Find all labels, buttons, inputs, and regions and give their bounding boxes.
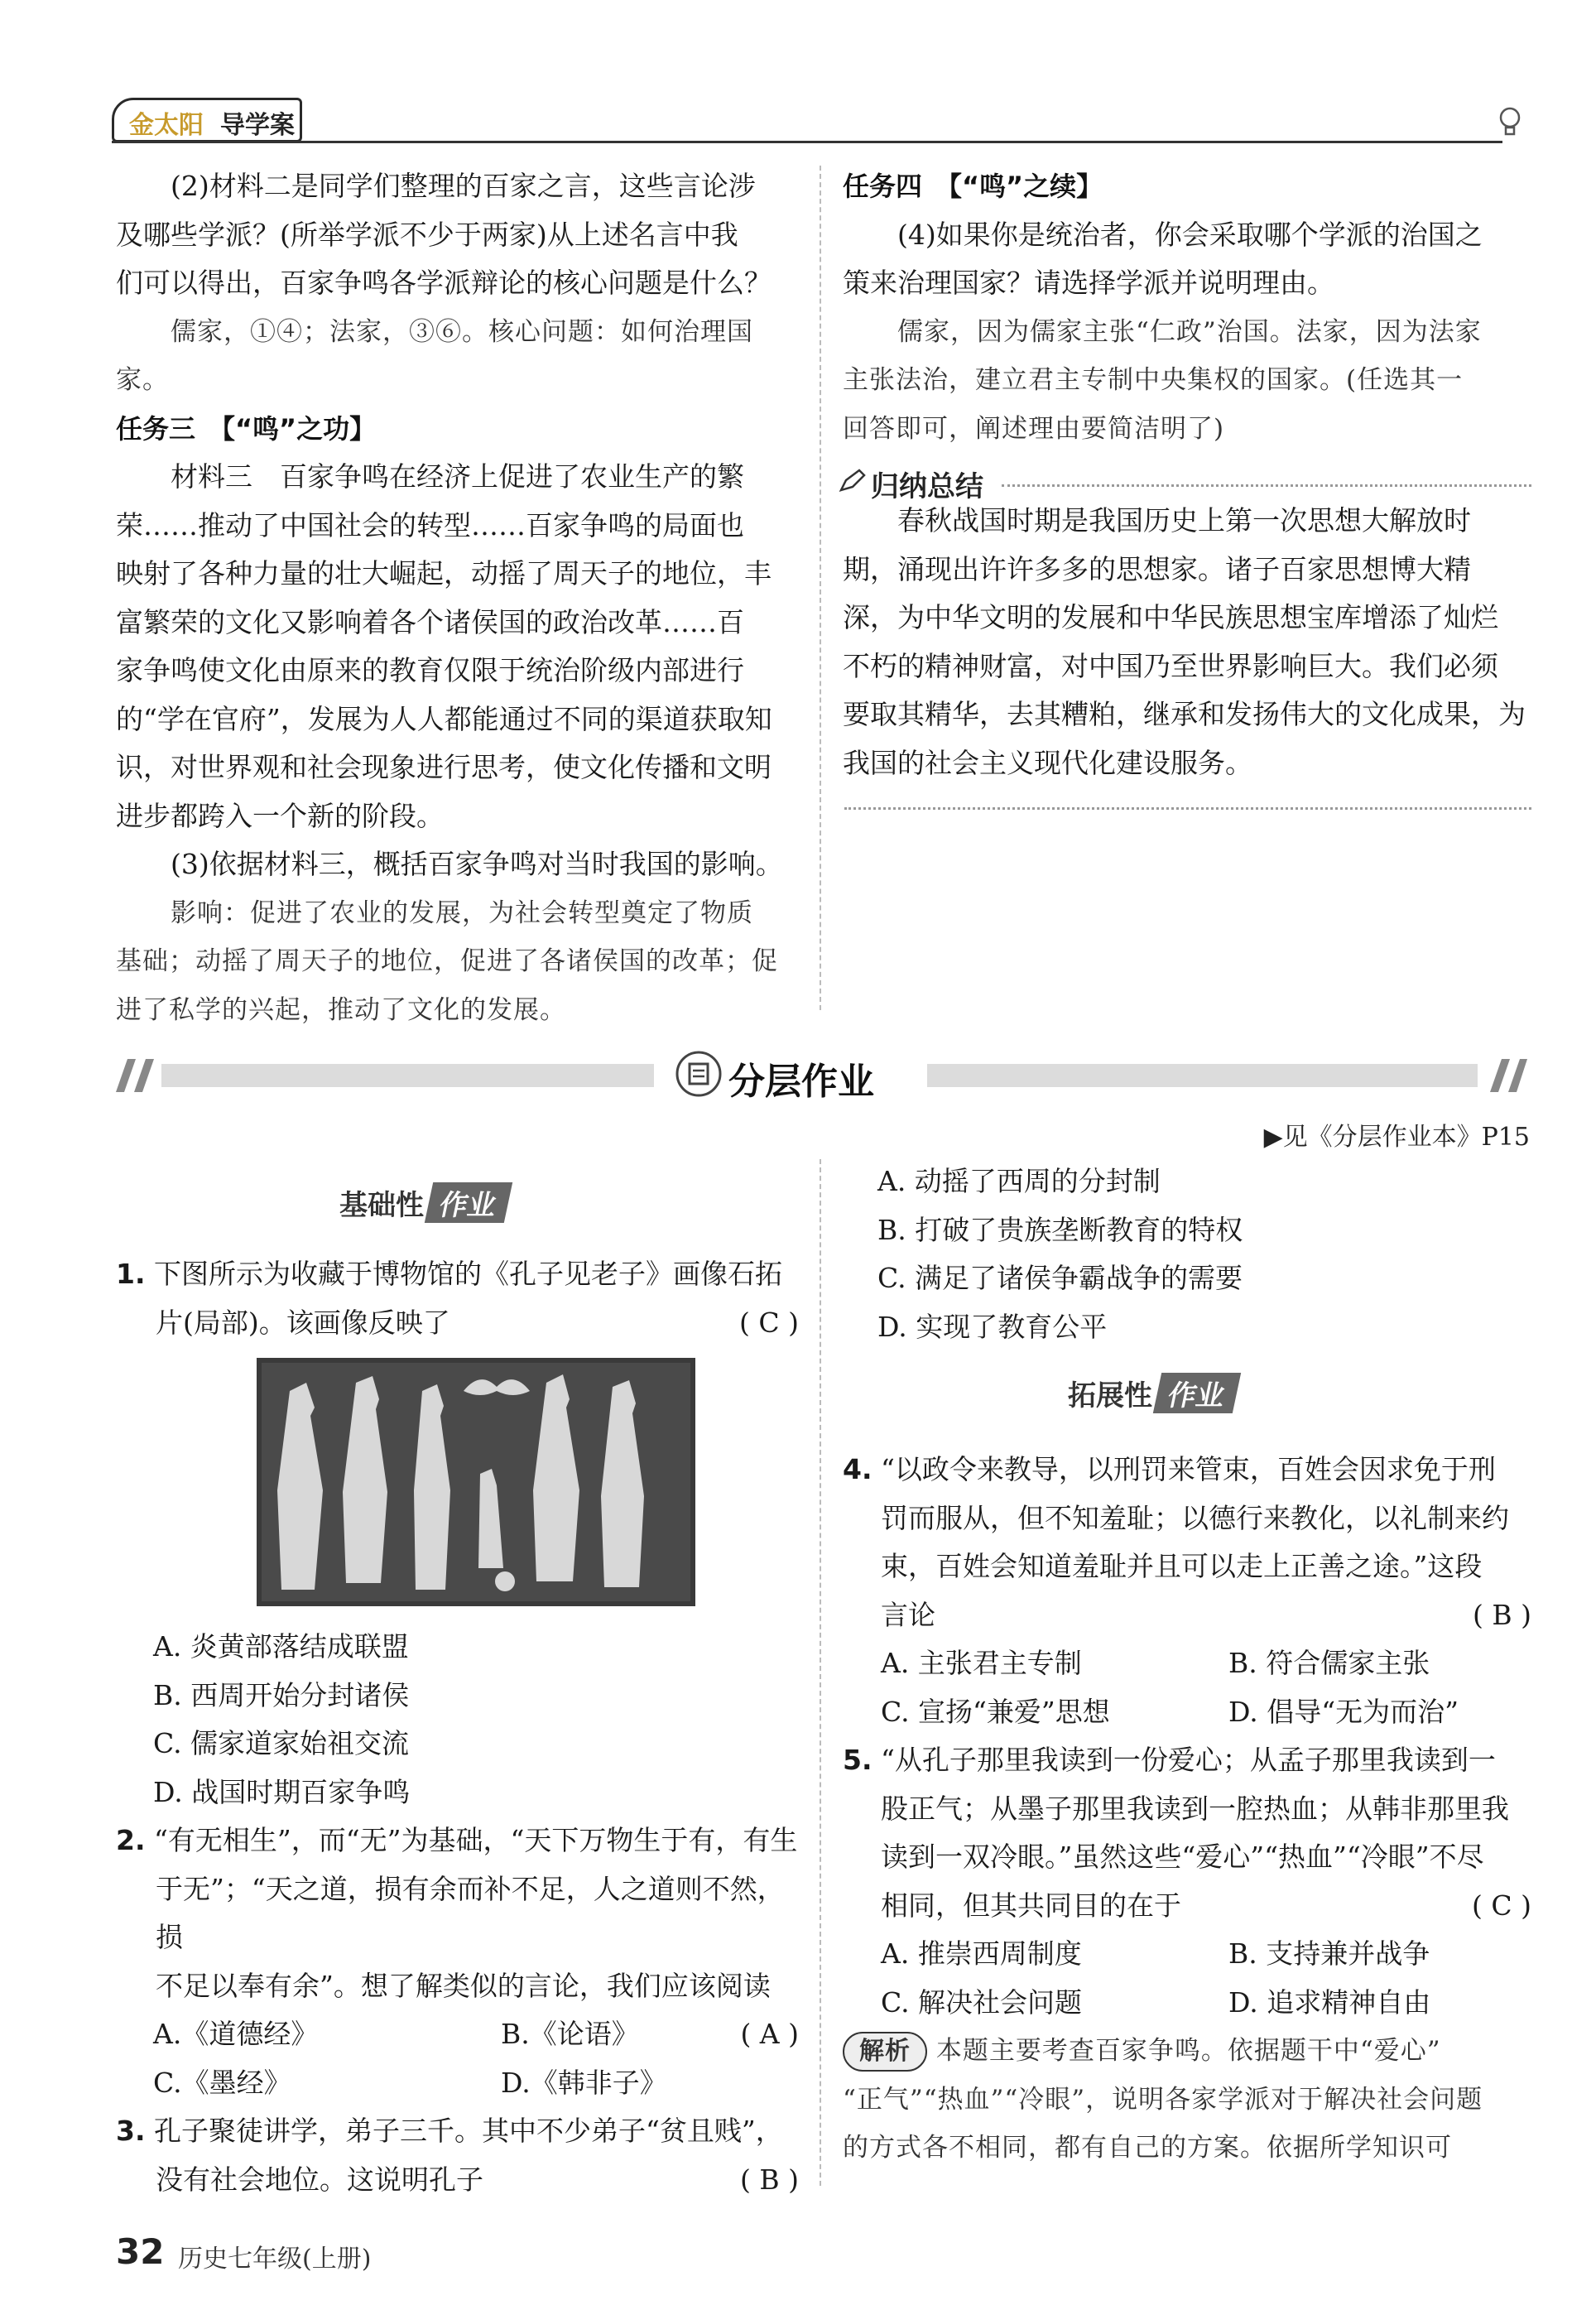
material3-line: 荣……推动了中国社会的转型……百家争鸣的局面也 — [116, 508, 744, 541]
summary-top-rule — [1002, 484, 1531, 487]
summary-line: 不朽的精神财富，对中国乃至世界影响巨大。我们必须 — [843, 649, 1498, 682]
summary-line: 要取其精华，去其糟粕，继承和发扬伟大的文化成果，为 — [843, 698, 1526, 730]
q3-choice-a: A. 动摇了西周的分封制 — [877, 1165, 1161, 1197]
q5-line-1: 5. “从孔子那里我读到一份爱心；从孟子那里我读到一 — [843, 1744, 1496, 1776]
material3-line: 映射了各种力量的壮大崛起，动摇了周天子的地位，丰 — [116, 557, 772, 590]
right-top-column — [843, 162, 1530, 453]
q4-line-4: 言论 ( B ) — [843, 1591, 1531, 1640]
q4-choice-c: C. 宣扬“兼爱”思想 — [881, 1695, 1110, 1728]
brand-logo — [112, 98, 302, 142]
basic-homework-tag — [339, 1182, 508, 1223]
q4-answer: ( B ) — [1473, 1598, 1531, 1631]
q4-answer-line: 主张法治，建立君主专制中央集权的国家。(任选其一 — [843, 365, 1464, 395]
footer-subject: 历史七年级(上册) — [178, 2245, 372, 2274]
analysis-line-1: 解析 本题主要考查百家争鸣。依据题干中“爱心” — [843, 2027, 1531, 2076]
q4-line: 策来治理国家？请选择学派并说明理由。 — [843, 267, 1334, 299]
q2-choice-c: C.《墨经》 — [153, 2066, 291, 2099]
q2-choice-b: B.《论语》 — [501, 2018, 639, 2050]
q3-choices — [877, 1157, 1531, 1351]
q1-line-1: 1. 下图所示为收藏于博物馆的《孔子见老子》画像石拓 — [116, 1258, 782, 1290]
q2-choice-d: D.《韩非子》 — [501, 2066, 667, 2099]
summary-bottom-rule — [844, 807, 1531, 810]
q3-choice-d: D. 实现了教育公平 — [877, 1310, 1108, 1343]
header-rule — [112, 141, 1502, 143]
analysis-line-3: 的方式各不相同，都有自己的方案。依据所学知识可 — [843, 2133, 1452, 2163]
extended-tag-label: 拓展性 — [1068, 1379, 1152, 1412]
q5-line-4: 相同，但其共同目的在于 ( C ) — [843, 1882, 1531, 1931]
q1-choices — [153, 1623, 799, 1817]
q3-choice-c: C. 满足了诸侯争霸战争的需要 — [877, 1262, 1243, 1294]
q2-answer: 儒家，①④；法家，③⑥。核心问题：如何治理国家。 — [116, 316, 753, 395]
q5-choice-b: B. 支持兼并战争 — [1228, 1937, 1430, 1970]
material3-line: 家争鸣使文化由原来的教育仅限于统治阶级内部进行 — [116, 654, 744, 686]
material3-line: 进步都跨入一个新的阶段。 — [116, 799, 444, 832]
q3-number: 3. — [116, 2115, 146, 2147]
basic-tag-label: 基础性 — [339, 1189, 424, 1222]
left-bottom-column — [116, 1250, 799, 1347]
q3-answer-line: 进了私学的兴起，推动了文化的发展。 — [116, 994, 566, 1025]
q2-line-3: 不足以奉有余”。想了解类似的言论，我们应该阅读 — [156, 1969, 771, 2002]
q2-line-2: 于无”；“天之道，损有余而补不足，人之道则不然，损 — [156, 1872, 785, 1953]
material3-line: 识，对世界观和社会现象进行思考，使文化传播和文明 — [116, 751, 772, 783]
column-divider-bottom — [820, 1159, 821, 2186]
document-icon — [675, 1050, 723, 1098]
q3-line-2: 没有社会地位。这说明孔子 ( B ) — [116, 2156, 799, 2205]
extended-homework-tag — [1068, 1373, 1237, 1413]
q3-answer-line: 影响：促进了农业的发展，为社会转型奠定了物质 — [171, 898, 753, 928]
summary-line: 春秋战国时期是我国历史上第一次思想大解放时 — [897, 504, 1471, 537]
q1-line-2: 片(局部)。该画像反映了 ( C ) — [116, 1299, 799, 1348]
q4-choice-b: B. 符合儒家主张 — [1228, 1647, 1430, 1679]
q4-choice-a: A. 主张君主专制 — [881, 1647, 1082, 1679]
q3-answer-line: 基础；动摇了周天子的地位，促进了各诸侯国的改革；促 — [116, 946, 778, 976]
pencil-icon — [838, 469, 868, 493]
q3-line-1: 3. 孔子聚徒讲学，弟子三千。其中不少弟子“贫且贱”， — [116, 2115, 783, 2147]
q2-choice-a: A.《道德经》 — [153, 2018, 319, 2050]
q5-answer: ( C ) — [1472, 1889, 1531, 1922]
q1-choice-d: D. 战国时期百家争鸣 — [153, 1775, 411, 1808]
q1-answer: ( C ) — [739, 1306, 799, 1339]
material3-line: 的“学在官府”，发展为人人都能通过不同的渠道获取知 — [116, 702, 772, 735]
q1-choice-b: B. 西周开始分封诸侯 — [153, 1678, 410, 1711]
q2-line-1: (2)材料二是同学们整理的百家之言，这些言论涉 — [171, 170, 756, 202]
analysis-badge: 解析 — [843, 2032, 927, 2072]
q4-line-2: 罚而服从，但不知羞耻；以德行来教化，以礼制来约 — [881, 1501, 1509, 1534]
page-number: 32 — [116, 2231, 165, 2272]
summary-body — [843, 497, 1530, 787]
summary-line: 期，涌现出许许多多的思想家。诸子百家思想博大精 — [843, 552, 1471, 585]
q4-answer-line: 儒家，因为儒家主张“仁政”治国。法家，因为法家 — [897, 316, 1482, 347]
q3-answer: ( B ) — [740, 2163, 799, 2196]
q5-choice-a: A. 推崇西周制度 — [881, 1937, 1082, 1970]
basic-tag-box: 作业 — [425, 1182, 512, 1223]
q1-choice-a: A. 炎黄部落结成联盟 — [153, 1630, 409, 1663]
rubbing-image — [257, 1358, 695, 1606]
q4-choice-d: D. 倡导“无为而治” — [1228, 1695, 1459, 1728]
q4-line-3: 束，百姓会知道羞耻并且可以走上正善之途。”这段 — [881, 1550, 1483, 1582]
q4-number: 4. — [843, 1453, 873, 1485]
q5-choice-d: D. 追求精神自由 — [1228, 1985, 1431, 2019]
q5-choice-c: C. 解决社会问题 — [881, 1985, 1083, 2019]
q4-block — [843, 1446, 1531, 2173]
q2-number: 2. — [116, 1824, 146, 1856]
q4-line: (4)如果你是统治者，你会采取哪个学派的治国之 — [897, 218, 1483, 251]
q2-line-3: 们可以得出，百家争鸣各学派辩论的核心问题是什么？ — [116, 267, 772, 299]
q5-line-3: 读到一双冷眼。”虽然这些“爱心”“热血”“冷眼”不尽 — [881, 1841, 1484, 1873]
brand-name: 金太阳 — [129, 111, 204, 140]
lightbulb-icon — [1498, 106, 1521, 139]
column-divider-top — [820, 166, 821, 1010]
material3-line: 富繁荣的文化又影响着各个诸侯国的政治改革……百 — [116, 605, 744, 638]
q1-number: 1. — [116, 1258, 146, 1290]
summary-line: 深，为中华文明的发展和中华民族思想宝库增添了灿烂 — [843, 601, 1498, 633]
q3-block — [116, 2107, 799, 2204]
homework-reference: ▶见《分层作业本》P15 — [1263, 1123, 1530, 1152]
q2-answer: ( A ) — [740, 2018, 799, 2050]
q2-line-1: 2. “有无相生”，而“无”为基础，“天下万物生于有，有生 — [116, 1824, 798, 1856]
q3-choice-b: B. 打破了贵族垄断教育的特权 — [877, 1213, 1243, 1246]
q2-choices — [153, 2010, 799, 2107]
series-name: 导学案 — [220, 111, 295, 140]
q5-line-2: 股正气；从墨子那里我读到一腔热血；从韩非那里我 — [881, 1792, 1509, 1825]
q2-line-2: 及哪些学派？(所举学派不少于两家)从上述名言中我 — [116, 218, 738, 251]
material3-line: 材料三 百家争鸣在经济上促进了农业生产的繁 — [171, 460, 744, 493]
q4-answer-line: 回答即可，阐述理由要简洁明了) — [843, 413, 1225, 444]
extended-tag-box: 作业 — [1153, 1373, 1241, 1413]
task3-heading: 任务三 【“鸣”之功】 — [116, 412, 377, 445]
analysis-line-2: “正气”“热血”“冷眼”，说明各家学派对于解决社会问题 — [843, 2084, 1483, 2115]
q4-line-1: 4. “以政令来教导，以刑罚来管束，百姓会因求免于刑 — [843, 1453, 1496, 1485]
section-title: 分层作业 — [728, 1061, 874, 1103]
q5-number: 5. — [843, 1744, 873, 1776]
q1-choice-c: C. 儒家道家始祖交流 — [153, 1727, 410, 1759]
q3-question: (3)依据材料三，概括百家争鸣对当时我国的影响。 — [171, 848, 783, 880]
summary-line: 我国的社会主义现代化建设服务。 — [843, 746, 1252, 779]
summary-title: 归纳总结 — [871, 470, 983, 503]
left-top-column — [116, 162, 799, 1034]
task4-heading: 任务四 【“鸣”之续】 — [843, 171, 1103, 202]
